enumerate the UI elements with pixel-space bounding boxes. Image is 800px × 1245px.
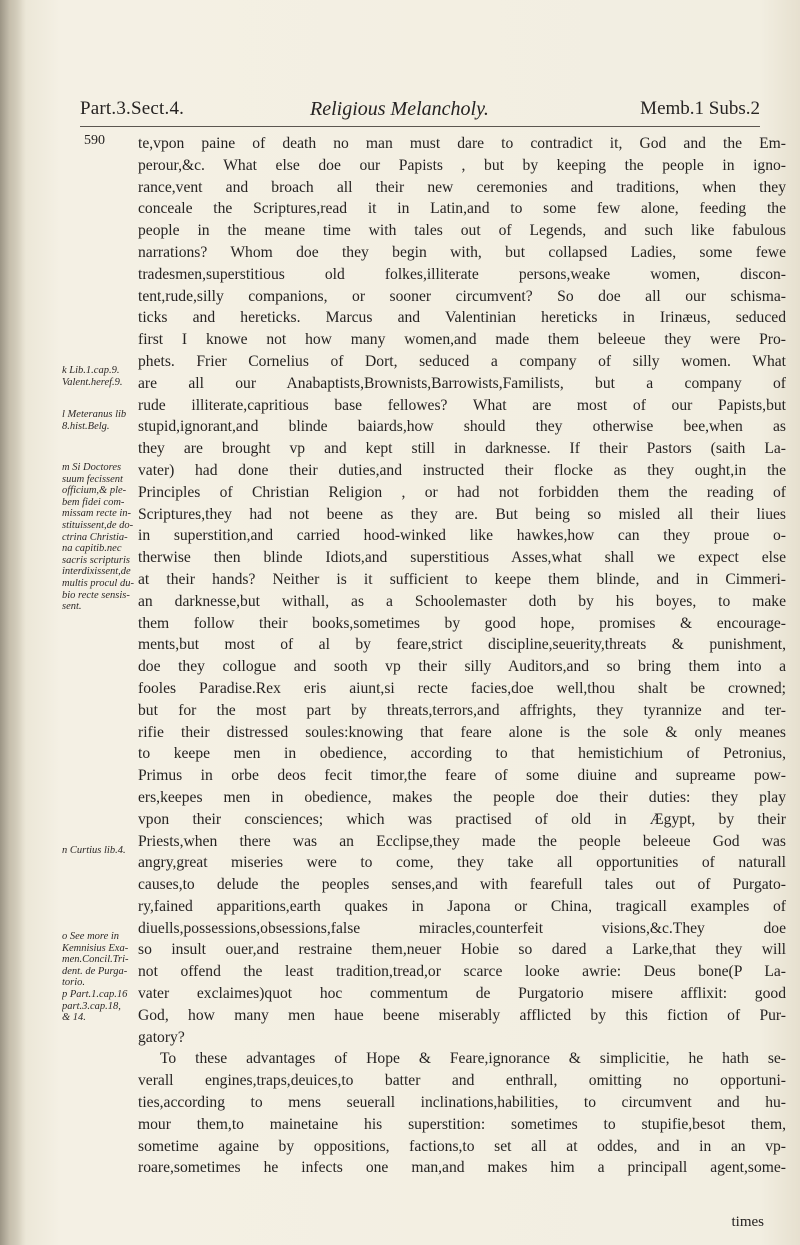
margin-note-line: 8.hist.Belg. <box>62 420 110 432</box>
margin-note-line: o See more in <box>62 931 120 942</box>
text-line: rance,vent and broach all their new ceremonies and traditions, when they <box>138 178 786 196</box>
text-line: mour them,to mainetaine his superstition: sometimes to stupifie,besot them, <box>138 1115 786 1133</box>
running-header <box>80 96 760 127</box>
text-line: them follow their books,sometimes by good hope, promises & encourage- <box>138 614 786 632</box>
margin-note-l <box>62 409 138 432</box>
margin-note-line: sacris scripturis <box>62 554 130 566</box>
text-line: vpon their consciences; which was practised of old in Ægypt, by their <box>138 810 786 828</box>
text-line: angry,great miseries were to come, they take all opportunities of naturall <box>138 854 786 872</box>
text-line: gatory? <box>138 1028 185 1046</box>
margin-note-line: part.3.cap.18, <box>62 1000 121 1012</box>
text-line: Primus in orbe deos fecit timor,the feare of some diuine and supreame pow- <box>138 767 786 785</box>
margin-note-line: m Si Doctores <box>62 462 122 473</box>
margin-note-o <box>62 931 138 1024</box>
margin-note-k <box>62 365 138 388</box>
text-line: to keepe men in obedience, according to that hemistichium of Petronius, <box>138 745 786 763</box>
margin-note-line: p Part.1.cap.16 <box>62 988 128 1000</box>
text-line: are all our Anabaptists,Brownists,Barrowists,Familists, but a company of <box>138 374 786 392</box>
margin-note-line: torio. <box>62 977 86 989</box>
body-text <box>138 133 786 1179</box>
margin-note-line: sent. <box>62 601 82 613</box>
text-line: ments,but most of al by feare,strict discipline,seuerity,threats & punishment, <box>138 636 786 654</box>
margin-note-line: Valent.heref.9. <box>62 376 123 388</box>
text-line: tent,rude,silly companions, or sooner circumvent? So doe all our schisma- <box>138 287 786 305</box>
text-line: diuells,possessions,obsessions,false miracles,counterfeit visions,&c.They doe <box>138 919 786 937</box>
text-line: at their hands? Neither is it sufficient to keepe them blinde, and in Cimmeri- <box>138 570 786 588</box>
text-line: rifie their distressed soules:knowing that feare alone is the sole & only meanes <box>138 723 786 741</box>
header-title: Religious Melancholy. <box>310 98 489 120</box>
margin-note-line: n Curtius lib.4. <box>62 845 126 856</box>
text-line: first I knowe not how many women,and made them beleeue they were Pro- <box>138 331 786 349</box>
text-line: Scriptures,they had not beene as they are. But being so misled all their liues <box>138 505 786 523</box>
text-line: sometime againe by oppositions, factions,to set all at oddes, and in an vp- <box>138 1137 786 1155</box>
margin-note-line: bio recte sensis- <box>62 589 130 601</box>
text-line: fooles Paradise.Rex eris aiunt,si recte facies,doe well,thou shalt be crowned; <box>138 679 786 697</box>
text-line: God, how many men haue beene miserably afflicted by this fiction of Pur- <box>138 1006 786 1024</box>
text-line: therwise then blinde Idiots,and superstitious Asses,what shall we expect else <box>138 549 786 567</box>
text-line: rude illiterate,capritious base fellowes? What are most of our Papists,but <box>138 396 786 414</box>
margin-note-line: l Meteranus lib <box>62 409 127 420</box>
text-line: people in the meane time with tales out of Legends, and such like fabulous <box>138 222 786 240</box>
text-line: doe they collogue and sooth vp their silly Auditors,and so bring them into a <box>138 658 786 676</box>
header-member: Memb.1 Subs.2 <box>640 98 760 119</box>
text-line: roare,sometimes he infects one man,and makes him a principall agent,some- <box>138 1159 786 1177</box>
text-line: an darknesse,but withall, as a Schoolemaster doth by his boyes, to make <box>138 592 786 610</box>
text-line: conceale the Scriptures,read it in Latin,and to some few alone, feeding the <box>138 200 786 218</box>
text-line: verall engines,traps,deuices,to batter and enthrall, omitting no opportuni- <box>138 1072 786 1090</box>
text-line: phets. Frier Cornelius of Dort, seduced a company of silly women. What <box>138 352 786 370</box>
margin-note-line: k Lib.1.cap.9. <box>62 365 120 376</box>
margin-note-line: dent. de Purga- <box>62 965 128 977</box>
text-line: ties,according to mens seuerall inclinations,habilities, to circumvent and hu- <box>138 1094 786 1112</box>
text-line: perour,&c. What else doe our Papists , but by keeping the people in igno- <box>138 156 786 174</box>
header-section: Part.3.Sect.4. <box>80 98 185 119</box>
text-line: in superstition,and carried hood-winked like hawkes,how can they proue o- <box>138 527 786 545</box>
text-line: not offend the least tradition,tread,or scarce looke awrie: Deus bone(P La- <box>138 963 786 981</box>
text-line: ers,keepes men in obedience, makes the people doe their duties: they play <box>138 788 786 806</box>
text-line: ry,fained apparitions,earth quakes in Japona or China, tragicall examples of <box>138 897 786 915</box>
margin-note-line: ctrina Christia- <box>62 531 128 543</box>
margin-note-m <box>62 462 138 613</box>
text-line: tradesmen,superstitious old folkes,illiterate persons,weake women, discon- <box>138 265 786 283</box>
margin-note-line: officium,& ple- <box>62 485 127 497</box>
text-line: narrations? Whom doe they begin with, but collapsed Ladies, some fewe <box>138 243 786 261</box>
margin-note-line: interdixissent,de <box>62 566 131 578</box>
margin-note-line: na capitib.nec <box>62 543 122 555</box>
margin-note-line: missam recte in- <box>62 508 132 520</box>
page-number: 590 <box>84 133 105 148</box>
binding-gutter <box>0 0 26 1245</box>
text-line: they are brought vp and kept still in darknesse. If their Pastors (saith La- <box>138 440 786 458</box>
margin-note-n <box>62 845 138 857</box>
text-line: To these advantages of Hope & Feare,ignorance & simplicitie, he hath se- <box>160 1050 786 1068</box>
margin-note-line: stituissent,de do- <box>62 519 134 531</box>
margin-note-line: Kemnisius Exa- <box>62 942 129 954</box>
text-line: vater) had done their duties,and instructed their flocke as they ought,in the <box>138 461 786 479</box>
text-line: Principles of Christian Religion , or had not forbidden them the reading of <box>138 483 786 501</box>
text-line: but for the most part by threats,terrors,and affrights, they tyrannize and ter- <box>138 701 786 719</box>
margin-note-line: men.Concil.Tri- <box>62 954 129 966</box>
margin-note-line: bem fidei com- <box>62 496 125 508</box>
margin-note-line: multis procul du- <box>62 577 134 589</box>
catchword: times <box>731 1214 764 1230</box>
text-line: stupid,ignorant,and blinde baiards,how should they otherwise bee,when as <box>138 418 786 436</box>
text-line: so insult ouer,and restraine them,neuer Hobie so dared a Larke,that they will <box>138 941 786 959</box>
text-line: vater exclaimes)quot hoc commentum de Purgatorio misere afflixit: good <box>138 985 786 1003</box>
margin-note-line: & 14. <box>62 1012 86 1024</box>
text-line: ticks and hereticks. Marcus and Valentinian hereticks in Irinæus, seduced <box>138 309 786 327</box>
text-line: te,vpon paine of death no man must dare to contradict it, God and the Em- <box>138 135 786 152</box>
text-line: causes,to delude the peoples senses,and with fearefull tales out of Purgato- <box>138 876 786 894</box>
text-line: Priests,when there was an Ecclipse,they made the people beleeue God was <box>138 832 786 850</box>
margin-note-line: suum fecissent <box>62 473 123 485</box>
